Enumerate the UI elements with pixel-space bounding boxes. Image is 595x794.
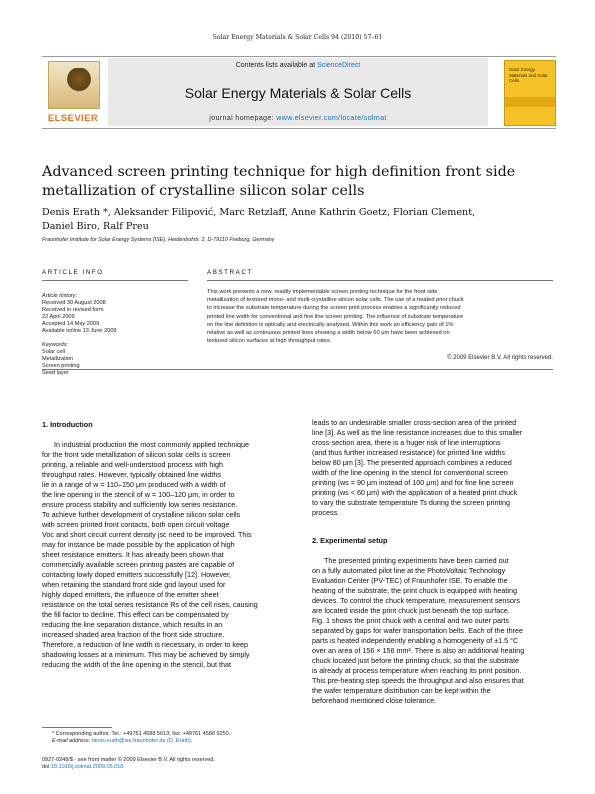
- intro-line: with screen printed front contacts, both open circuit voltage: [42, 520, 230, 529]
- authors-line-1: Denis Erath *, Aleksander Filipović, Marc Retzlaff, Anne Kathrin Goetz, Florian Clement,: [42, 207, 476, 218]
- intro-cont-line: width of the line opening in the stencil for conventional screen: [312, 468, 508, 477]
- abstract-line: metallization of textured mono- and multi-crystalline silicon solar cells. The use of a heated print chuck: [207, 297, 464, 304]
- intro-line: ensure process stability and sufficiently low series resistance.: [42, 500, 238, 509]
- publisher-logo: [42, 61, 104, 123]
- corresponding-author-footnote: [42, 731, 302, 745]
- intro-cont-line: below 80 μm [3]. The presented approach combines a reduced: [312, 458, 512, 467]
- setup-line: chuck located just before the printing chuck, so that the substrate: [312, 656, 519, 665]
- abstract-line: printed line width for conventional and fine line screen printing. The influence of substrate temperature: [207, 313, 464, 320]
- intro-line: may for instance be made possible by the application of high: [42, 540, 235, 549]
- intro-line: Voc and short circuit current density jsc need to be improved. This: [42, 530, 252, 539]
- intro-cont-line: cross-section area, there is a huger risk of line interruptions: [312, 438, 501, 447]
- intro-line: for the front side metallization of silicon solar cells is screen: [42, 450, 231, 459]
- left-column: [42, 420, 292, 670]
- authors-line-2: Daniel Biro, Ralf Preu: [42, 221, 149, 232]
- journal-name: Solar Energy Materials & Solar Cells: [184, 85, 412, 101]
- history-item: 22 April 2009: [42, 314, 75, 320]
- intro-line: lie in a range of w = 110–150 μm produced with a width of: [42, 480, 226, 489]
- footnote-rule: [42, 727, 112, 728]
- article-title: [42, 163, 542, 201]
- intro-line: printing, a reliable and well-understood process with high: [42, 460, 223, 469]
- front-matter: [42, 757, 302, 771]
- setup-line: beforehand mentioned close tolerance.: [312, 696, 437, 705]
- setup-line: This pre-heating step speeds the throughput and also ensures that: [312, 676, 524, 685]
- issn-line: 0927-0248/$ - see front matter © 2009 Elsevier B.V. All rights reserved.: [42, 757, 215, 763]
- footnote-contact: * Corresponding author. Tel.: +49761 4588 5613; fax: +49761 4588 9250.: [52, 731, 231, 737]
- author-list: [42, 206, 542, 234]
- contents-prefix: Contents lists available at: [235, 62, 318, 69]
- intro-cont-line: process.: [312, 508, 340, 517]
- intro-line: reducing the line separation distance, which results in an: [42, 620, 223, 629]
- abstract-line: to increase the substrate temperature during the screen print process enables a significantly reduced: [207, 305, 461, 312]
- footnote-email-line: [42, 738, 302, 745]
- intro-line: In industrial production the most commonly applied technique: [54, 440, 249, 449]
- keyword: Seed layer: [42, 370, 69, 376]
- abstract-line: This work presents a new, readily implementable screen printing technique for the front side: [207, 289, 438, 295]
- abstract-heading: ABSTRACT: [207, 269, 253, 276]
- right-column: [312, 418, 558, 706]
- intro-line: commercially available screen printing pastes are capable of: [42, 560, 235, 569]
- journal-cover-thumbnail[interactable]: [504, 60, 556, 126]
- article-info-heading: ARTICLE INFO: [42, 269, 104, 276]
- intro-cont-line: printing (ws = 90 μm instead of 100 μm) and for fine line screen: [312, 478, 514, 487]
- setup-line: Evaluation Center (PV-TEC) of Fraunhofer ISE. To enable the: [312, 576, 508, 585]
- setup-line: are located inside the print chuck just beneath the top surface.: [312, 606, 510, 615]
- setup-line: separated by gaps for wafer transportation belts. Each of the three: [312, 626, 523, 635]
- masthead-banner: [108, 58, 488, 126]
- title-line-2: metallization of crystalline silicon solar cells: [42, 183, 365, 199]
- history-item: Received in revised form: [42, 307, 104, 313]
- intro-cont-line: line [3]. As well as the line resistance increases due to this smaller: [312, 428, 523, 437]
- abstract-line: textured silicon surfaces at high throughput rates.: [207, 338, 332, 345]
- doi-label: doi:: [42, 764, 51, 770]
- keyword: Solar cell: [42, 349, 66, 355]
- divider: [42, 280, 188, 281]
- intro-line: reducing the width of the line opening in the stencil, but that: [42, 660, 231, 669]
- history-item: Accepted 14 May 2009: [42, 321, 100, 327]
- intro-line: the line opening in the stencil of w = 100–120 μm, in order to: [42, 490, 235, 499]
- keyword: Metallization: [42, 356, 74, 362]
- abstract-line: on the line definition is optically and electrically analysed. Within this work an efficiency gain of 1%: [207, 321, 454, 328]
- setup-line: heating of the substrate, the print chuck is equipped with heating: [312, 586, 517, 595]
- publisher-name: ELSEVIER: [47, 113, 99, 124]
- cover-title: Solar Energy Materials and Solar Cells: [509, 67, 548, 83]
- setup-line: devices. To control the chuck temperature, measurement sensors: [312, 596, 521, 605]
- intro-cont-line: (and thus further increased resistance) for printed line widths: [312, 448, 505, 457]
- elsevier-tree-icon: [48, 61, 100, 109]
- running-header: Solar Energy Materials & Solar Cells 94 (2010) 57–61: [212, 34, 383, 41]
- intro-cont-line: to vary the substrate temperature Ts during the screen printing: [312, 498, 511, 507]
- affiliation: Fraunhofer Institute for Solar Energy Systems (ISE), Heidenhofstr. 2, D-79110 Freiburg, Germany: [42, 237, 275, 243]
- abstract-copyright: © 2009 Elsevier B.V. All rights reserved.: [447, 355, 553, 361]
- divider: [42, 369, 553, 370]
- cover-band: [505, 97, 555, 107]
- setup-line: the wafer temperature distribution can be kept within the: [312, 686, 491, 695]
- intro-line: shadowing losses at a minimum. This may be achieved by simply: [42, 650, 250, 659]
- setup-line: over an area of 156 × 156 mm². There is also an additional heating: [312, 646, 525, 655]
- setup-line: The presented printing experiments have been carried out: [324, 556, 509, 565]
- author-email-link[interactable]: denis.erath@ise.fraunhofer.de (D. Erath).: [91, 738, 193, 744]
- history-item: Available online 13 June 2009: [42, 328, 117, 334]
- intro-line: resistance on the total series resistance Rs of the cell rises, causing: [42, 600, 258, 609]
- keywords-label: Keywords:: [42, 342, 69, 348]
- homepage-prefix: journal homepage:: [209, 113, 277, 122]
- journal-homepage: [108, 113, 488, 122]
- intro-line: contacting lowly doped emitters successfully [12]. However,: [42, 570, 231, 579]
- intro-line: throughput rates. However, typically obtained line widths: [42, 470, 221, 479]
- abstract-line: relative as well as continuous printed lines showing a width below 60 μm have been achieved on: [207, 330, 450, 337]
- article-info: [42, 293, 182, 377]
- intro-line: Therefore, a reduction of line width is necessary, in order to keep: [42, 640, 249, 649]
- sciencedirect-link[interactable]: ScienceDirect: [317, 62, 361, 69]
- history-item: Received 30 August 2008: [42, 300, 106, 306]
- intro-line: the fill factor to decline. This effect can be compensated by: [42, 610, 229, 619]
- doi-line: [42, 764, 302, 771]
- contents-line: [108, 62, 488, 69]
- intro-line: when retaining the standard front side grid layout used for: [42, 580, 226, 589]
- journal-masthead: [42, 56, 556, 129]
- intro-line: increased shaded area fraction of the front side structure.: [42, 630, 225, 639]
- setup-line: on a fully automated pilot line at the PhotoVoltaic Technology: [312, 566, 506, 575]
- homepage-link[interactable]: www.elsevier.com/locate/solmat: [276, 113, 387, 122]
- intro-line: To achieve further development of crystalline silicon solar cells: [42, 510, 241, 519]
- section-heading-introduction: 1. Introduction: [42, 420, 93, 429]
- setup-line: parts is heated independently enabling a homogeneity of ±1.5 °C: [312, 636, 519, 645]
- section-heading-experimental-setup: 2. Experimental setup: [312, 536, 388, 545]
- email-label: E-mail address:: [52, 738, 92, 744]
- title-line-1: Advanced screen printing technique for high definition front side: [42, 164, 516, 180]
- intro-cont-line: printing (ws < 60 μm) with the application of a heated print chuck: [312, 488, 518, 497]
- abstract-body: [207, 288, 553, 345]
- divider: [207, 280, 553, 281]
- history-label: Article history:: [42, 293, 78, 299]
- intro-cont-line: leads to an undesirable smaller cross-section area of the printed: [312, 418, 517, 427]
- setup-line: is already at process temperature when reaching its print position.: [312, 666, 522, 675]
- doi-link[interactable]: 10.1016/j.solmat.2009.05.018: [50, 764, 124, 770]
- setup-line: Fig. 1 shows the print chuck with a central and two outer parts: [312, 616, 509, 625]
- keyword: Screen printing: [42, 363, 80, 369]
- intro-line: highly doped emitters, the influence of the emitter sheet: [42, 590, 219, 599]
- intro-line: sheet resistance emitters. It has already been shown that: [42, 550, 224, 559]
